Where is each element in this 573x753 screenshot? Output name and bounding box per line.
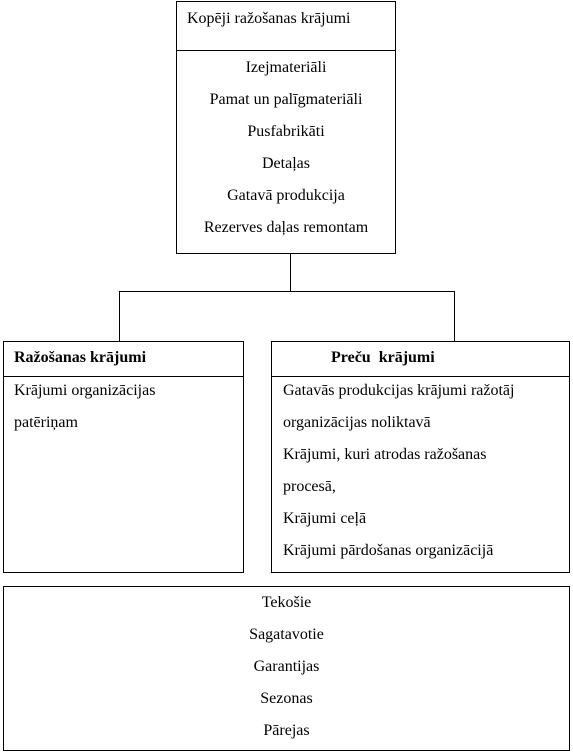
bottom-item: Tekošie (261, 594, 312, 611)
right-line: Gatavās produkcijas krājumi ražotāj (283, 382, 515, 399)
top-item: Pamat un palīgmateriāli (209, 91, 363, 108)
bottom-item: Sagatavotie (249, 626, 324, 643)
top-item: Gatavā produkcija (227, 187, 345, 204)
connector-right-drop (454, 291, 455, 342)
top-item: Pusfabrikāti (247, 123, 325, 140)
connector-stem (290, 254, 291, 291)
top-item: Detaļas (262, 155, 310, 172)
left-title: Ražošanas krājumi (14, 349, 147, 366)
left-content-box (3, 376, 244, 573)
top-item: Rezerves daļas remontam (203, 219, 369, 236)
bottom-item: Garantijas (253, 658, 320, 675)
left-line: Krājumi organizācijas (14, 382, 156, 399)
top-title: Kopēji ražošanas krājumi (187, 10, 351, 27)
right-line: organizācijas noliktavā (283, 414, 431, 431)
right-line: Krājumi, kuri atrodas ražošanas (283, 446, 487, 463)
right-line: Krājumi ceļā (283, 510, 367, 527)
bottom-item: Pārejas (263, 722, 310, 739)
right-line: Krājumi pārdošanas organizācijā (283, 542, 494, 559)
connector-horizontal (119, 291, 455, 292)
right-line: procesā, (283, 478, 336, 495)
right-title: Preču krājumi (331, 349, 435, 366)
top-item: Izejmateriāli (245, 59, 327, 76)
connector-left-drop (119, 291, 120, 342)
left-line: patēriņam (14, 414, 78, 431)
bottom-item: Sezonas (260, 690, 313, 707)
